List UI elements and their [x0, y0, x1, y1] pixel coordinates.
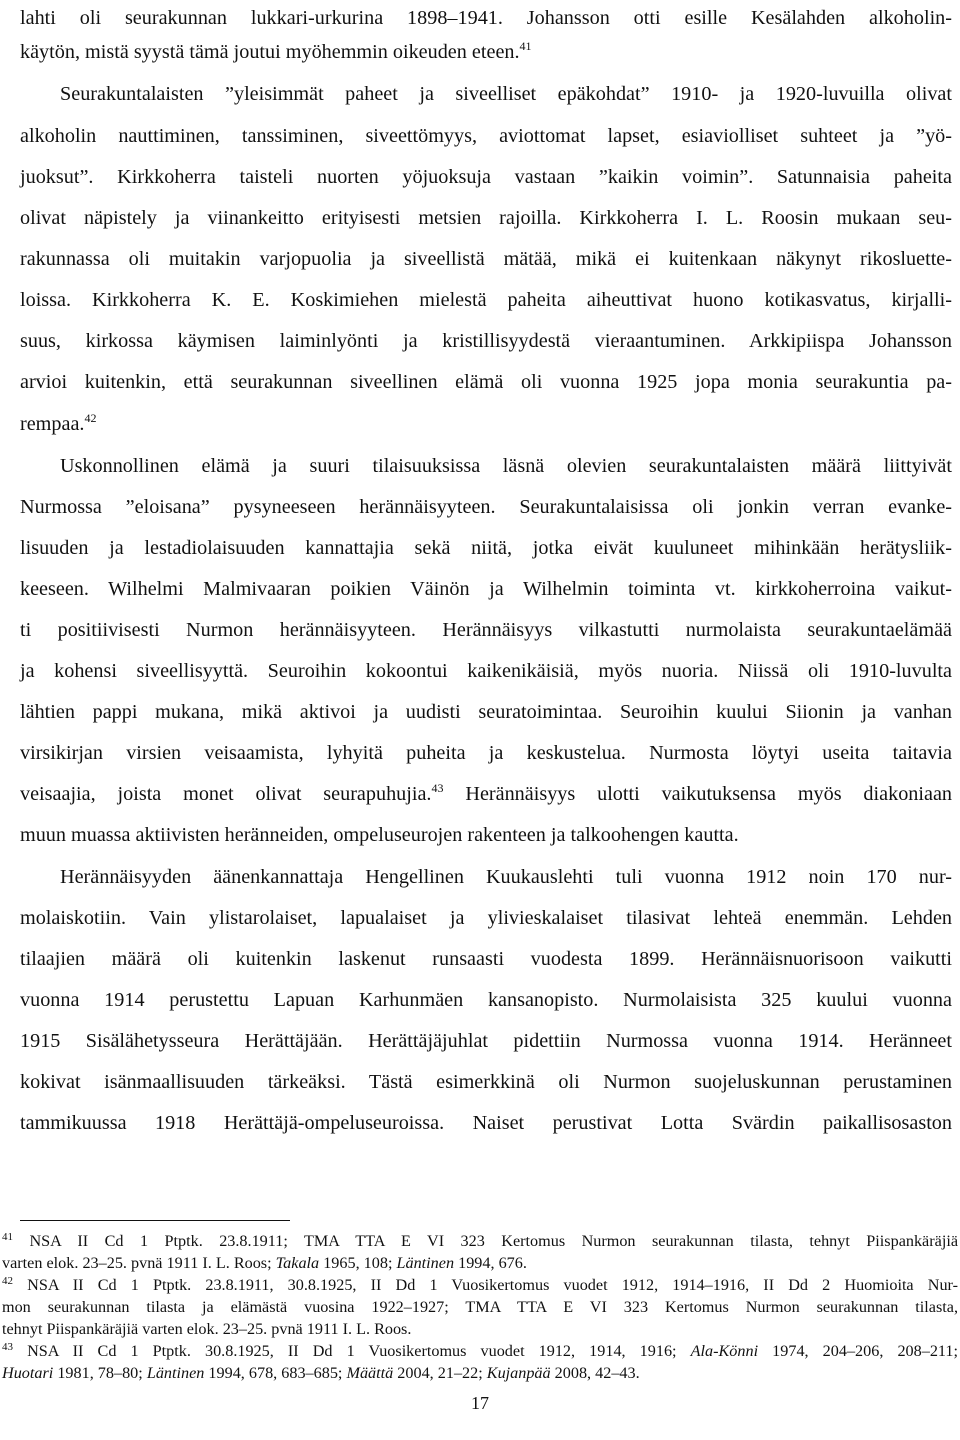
footnote-42-cont: tehnyt Piispankäräjiä varten elok. 23–25. pvnä 1911 I. L. Roos. [2, 1320, 412, 1338]
footnote-ref[interactable]: 41 [519, 39, 532, 53]
footnote-43-cont: Huotari 1981, 78–80; Läntinen 1994, 678, 683–685; Määttä 2004, 21–22; Kujanpää 2008, 42–43. [2, 1364, 640, 1382]
footnote-41-cont: varten elok. 23–25. pvnä 1911 I. L. Roos; Takala 1965, 108; Läntinen 1994, 676. [2, 1254, 527, 1272]
body-line: suus, kirkossa käymisen laiminlyönti ja kristillisyydestä vieraantuminen. Arkkipiispa Johansson [20, 330, 952, 352]
body-line: 1915 Sisälähetysseura Herättäjään. Herättäjäjuhlat pidettiin Nurmossa vuonna 1914. Heränneet [20, 1030, 952, 1052]
body-line: Herännäisyyden äänenkannattaja Hengellinen Kuukauslehti tuli vuonna 1912 noin 170 nur- [60, 866, 952, 888]
body-line: vuonna 1914 perustettu Lapuan Karhunmäen kansanopisto. Nurmolaisista 325 kuului vuonna [20, 989, 952, 1011]
body-line: juoksut”. Kirkkoherra taisteli nuorten yöjuoksuja vastaan ”kaikin voimin”. Satunnaisia paheita [20, 166, 952, 188]
body-line: ja kohensi siveellisyyttä. Seuroihin kokoontui kaikenikäisiä, myös nuoria. Niissä oli 1910-luvulta [20, 660, 952, 682]
footnote-42: $^{42}$ NSA II Cd 1 Ptptk. 23.8.1911, 30.8.1925, II Dd 1 Vuosikertomus vuodet 1912, 1914–1916, II Dd 2 Huomioita Nur- [2, 1275, 959, 1294]
body-line: tammikuussa 1918 Herättäjä-ompeluseuroissa. Naiset perustivat Lotta Svärdin paikallisosaston [20, 1112, 952, 1134]
body-line: käytön, mistä syystä tämä joutui myöhemmin oikeuden eteen.$^{41}$ [20, 39, 532, 63]
body-line: arvioi kuitenkin, että seurakunnan siveellinen elämä oli vuonna 1925 jopa monia seurakuntia pa- [20, 371, 952, 393]
body-line: ti positiivisesti Nurmon herännäisyyteen. Herännäisyys vilkastutti nurmolaista seurakuntaelämää [20, 619, 952, 641]
body-line: Seurakuntalaisten ”yleisimmät paheet ja siveelliset epäkohdat” 1910- ja 1920-luvuilla olivat [60, 83, 952, 105]
body-line: lahti oli seurakunnan lukkari-urkurina 1898–1941. Johansson otti esille Kesälahden alkoholin- [20, 7, 952, 29]
footnote-number: 42 [2, 1275, 13, 1287]
body-line: tilaajien määrä oli kuitenkin laskenut runsaasti vuodesta 1899. Herännäisnuorisoon vaikutti [20, 948, 952, 970]
body-line: kokivat isänmaallisuuden tärkeäksi. Tästä esimerkkinä oli Nurmon suojeluskunnan perustaminen [20, 1071, 952, 1093]
body-line: alkoholin nauttiminen, tanssiminen, siveettömyys, aviottomat lapset, esiaviolliset suhteet ja ”yö- [20, 125, 952, 147]
footnote-42-cont: mon seurakunnan tilasta ja elämästä vuosina 1922–1927; TMA TTA E VI 323 Kertomus Nurmon seurakunnan tilasta, [2, 1298, 958, 1316]
body-line: muun muassa aktiivisten heränneiden, ompeluseurojen rakenteen ja talkoohengen kautta. [20, 824, 739, 846]
body-line: molaiskotiin. Vain ylistarolaiset, lapualaiset ja ylivieskalaiset tilasivat lehteä enemmän. Lehden [20, 907, 952, 929]
body-line: rempaa.$^{42}$ [20, 411, 97, 435]
footnote-separator [20, 1220, 290, 1221]
footnote-number: 41 [2, 1231, 13, 1243]
body-line: loissa. Kirkkoherra K. E. Koskimiehen mielestä paheita aiheuttivat huono kotikasvatus, kirjalli- [20, 289, 952, 311]
footnote-43: $^{43}$ NSA II Cd 1 Ptptk. 30.8.1925, II Dd 1 Vuosikertomus vuodet 1912, 1914, 1916; Ala-Könni 1974, 204–206, 208–211; [2, 1341, 959, 1360]
body-line: veisaajia, joista monet olivat seurapuhujia.$^{43}$ Herännäisyys ulotti vaikutuksensa myös diakoniaan [20, 781, 953, 805]
body-line: Nurmossa ”eloisana” pysyneeseen herännäisyyteen. Seurakuntalaisissa oli jonkin verran evanke- [20, 496, 952, 518]
body-line: rakunnassa oli muitakin varjopuolia ja siveellistä mätää, mikä ei kuitenkaan näkynyt rikosluette- [20, 248, 952, 270]
footnote-number: 43 [2, 1341, 13, 1353]
body-line: olivat näpistely ja viinankeitto erityisesti metsien rajoilla. Kirkkoherra I. L. Roosin mukaan seu- [20, 207, 952, 229]
page-number: 17 [471, 1393, 489, 1413]
footnote-41: $^{41}$ NSA II Cd 1 Ptptk. 23.8.1911; TMA TTA E VI 323 Kertomus Nurmon seurakunnan tilasta, tehnyt Piispankäräjiä [2, 1231, 959, 1250]
footnote-ref[interactable]: 43 [431, 781, 444, 795]
body-line: lähtien pappi mukana, mikä aktivoi ja uudisti seuratoimintaa. Seuroihin kuului Siionin ja vanhan [20, 701, 952, 723]
footnote-ref[interactable]: 42 [84, 411, 97, 425]
body-line: lisuuden ja lestadiolaisuuden kannattajia sekä niitä, jotka eivät kuuluneet mihinkään herätysliik- [20, 537, 952, 559]
body-line: Uskonnollinen elämä ja suuri tilaisuuksissa läsnä olevien seurakuntalaisten määrä liittyivät [60, 455, 952, 477]
body-line: keeseen. Wilhelmi Malmivaaran poikien Väinön ja Wilhelmin toiminta vt. kirkkoherroina vaikut- [20, 578, 952, 600]
body-line: virsikirjan virsien veisaamista, lyhyitä puheita ja keskustelua. Nurmosta löytyi useita taitavia [20, 742, 952, 764]
